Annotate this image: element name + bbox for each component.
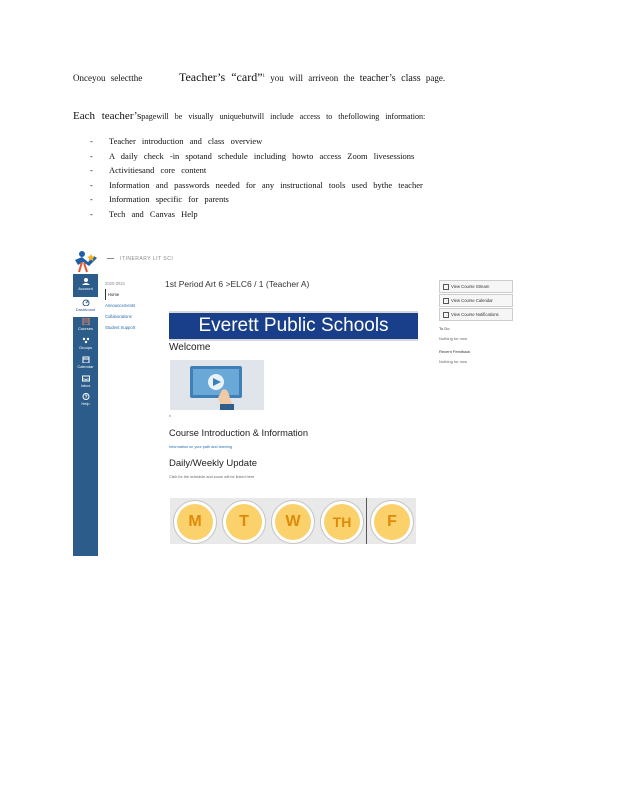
list-item: - A daily check -in spotand schedule including howto access Zoom livesessions bbox=[90, 150, 415, 161]
todo-heading: To Do bbox=[439, 326, 450, 331]
course-navigation bbox=[105, 278, 135, 333]
groups-icon bbox=[82, 337, 90, 344]
stream-icon bbox=[443, 284, 449, 290]
school-banner: Everett Public Schools bbox=[169, 311, 418, 341]
day-button-wednesday[interactable]: W bbox=[268, 498, 317, 544]
welcome-video-thumbnail[interactable] bbox=[170, 360, 264, 410]
daily-update-heading: Daily/Weekly Update bbox=[169, 458, 258, 469]
list-item: - Activitiesand core content bbox=[90, 165, 207, 176]
nav-courses[interactable]: Courses bbox=[73, 318, 98, 331]
course-intro-heading: Course Introduction & Information bbox=[169, 428, 309, 438]
breadcrumb[interactable]: ITINERARY LIT SCI bbox=[107, 256, 173, 262]
intro-part3: page. bbox=[425, 73, 446, 83]
course-nav-announcements[interactable]: Announcements bbox=[105, 303, 136, 308]
day-button-monday[interactable]: M bbox=[170, 498, 219, 544]
list-item: - Information and passwords needed for any instructional tools used bythe teacher bbox=[90, 179, 423, 190]
account-icon bbox=[82, 278, 90, 285]
help-icon bbox=[82, 393, 90, 400]
information-list bbox=[90, 134, 423, 222]
course-term: 2020-2021 bbox=[105, 281, 126, 286]
day-button-thursday[interactable]: TH bbox=[317, 498, 366, 544]
todo-text: Nothing for now bbox=[439, 336, 468, 341]
intro-card-phrase: Teacher’s “card” bbox=[178, 70, 263, 84]
each-teacher-lead: Each teacher’s bbox=[73, 110, 142, 122]
intro-paragraph bbox=[73, 70, 553, 85]
weekday-buttons bbox=[170, 498, 417, 544]
courses-icon bbox=[82, 318, 90, 325]
day-button-tuesday[interactable]: T bbox=[219, 498, 268, 544]
course-intro-link[interactable]: Information on your path and learning bbox=[169, 445, 233, 449]
view-course-calendar-button[interactable]: View Course Calendar bbox=[439, 294, 513, 307]
intro-part2: you will arriveon the bbox=[270, 73, 355, 83]
view-course-notifications-button[interactable]: View Course Notifications bbox=[439, 308, 513, 321]
global-navigation bbox=[73, 274, 98, 556]
canvas-course-screenshot bbox=[73, 248, 515, 556]
intro-part1: Onceyou selectthe bbox=[73, 73, 143, 83]
notifications-icon bbox=[443, 312, 449, 318]
course-nav-student-support[interactable]: Student Support bbox=[105, 325, 136, 330]
each-teacher-paragraph bbox=[73, 110, 553, 122]
video-caption: v bbox=[169, 414, 171, 418]
course-nav-collaborations[interactable]: Collaborations bbox=[105, 314, 132, 319]
nav-account[interactable]: Account bbox=[73, 278, 98, 291]
list-item: - Tech and Canvas Help bbox=[90, 208, 198, 219]
intro-class-phrase: teacher’s class bbox=[359, 73, 421, 84]
recent-feedback-text: Nothing for now bbox=[439, 359, 468, 364]
day-button-friday[interactable]: F bbox=[366, 498, 416, 544]
welcome-heading: Welcome bbox=[169, 342, 211, 353]
course-nav-home[interactable]: Home bbox=[105, 289, 135, 300]
nav-help[interactable]: Help bbox=[73, 393, 98, 406]
recent-feedback-heading: Recent Feedback bbox=[439, 349, 471, 354]
calendar-icon bbox=[82, 356, 90, 363]
dashboard-icon bbox=[82, 299, 90, 306]
menu-icon[interactable] bbox=[107, 258, 114, 259]
course-title: 1st Period Art 6 >ELC6 / 1 (Teacher A) bbox=[165, 279, 310, 289]
inbox-icon bbox=[82, 375, 90, 382]
list-item: - Information specific for parents bbox=[90, 194, 229, 205]
footnote-marker: 1 bbox=[262, 74, 266, 79]
nav-dashboard[interactable]: Dashboard bbox=[73, 297, 98, 317]
daily-update-note: Click for the schedule and zoom will be linked here bbox=[169, 475, 255, 479]
school-logo-icon bbox=[73, 248, 99, 274]
nav-calendar[interactable]: Calendar bbox=[73, 356, 98, 369]
view-course-stream-button[interactable]: View Course Stream bbox=[439, 280, 513, 293]
nav-groups[interactable]: Groups bbox=[73, 337, 98, 350]
calendar-icon bbox=[443, 298, 449, 304]
nav-inbox[interactable]: Inbox bbox=[73, 375, 98, 388]
each-teacher-rest: pagewill be visually uniquebutwill include access to thefollowing information: bbox=[141, 112, 426, 121]
list-item: - Teacher introduction and class overview bbox=[90, 136, 263, 146]
